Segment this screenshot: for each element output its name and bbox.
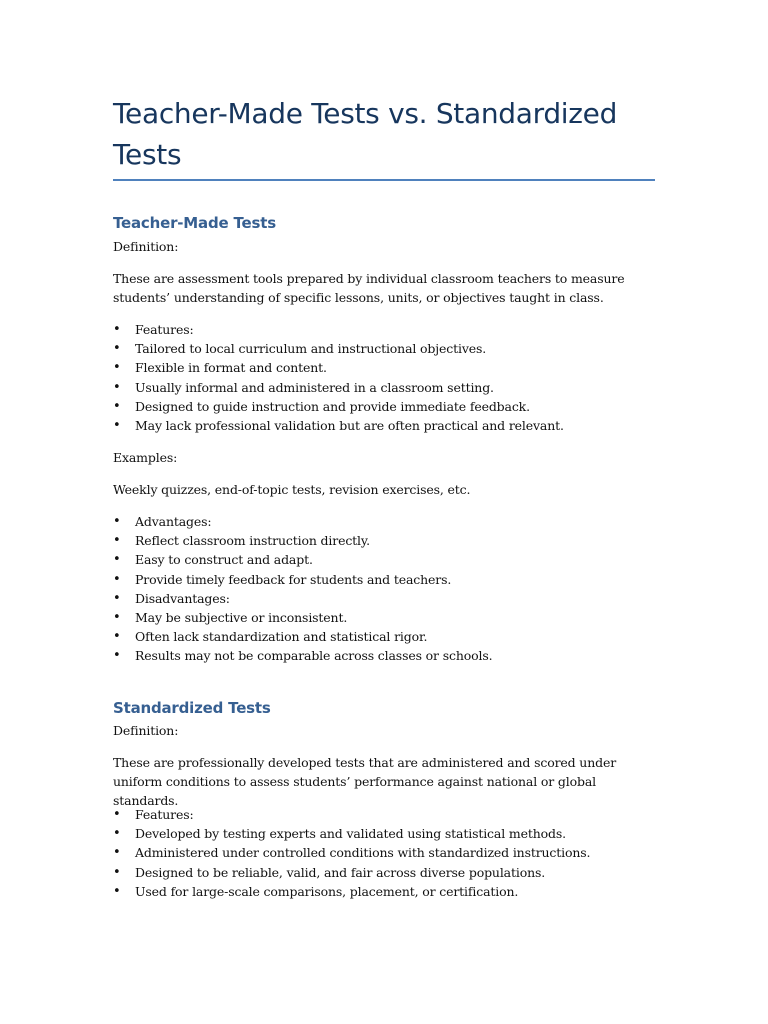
bullet-icon: • [113,514,121,529]
list-item: • Results may not be comparable across classes or schools. [113,646,658,665]
section-heading-teacher-made: Teacher-Made Tests [113,214,276,232]
bullet-icon: • [113,341,121,357]
list-item: • Used for large-scale comparisons, placement, or certification. [113,882,658,901]
bullet-icon: • [113,845,121,861]
teacher-made-examples-text: Weekly quizzes, end-of-topic tests, revision exercises, etc. [113,482,471,497]
bullet-icon: • [113,379,121,395]
standardized-definition-label: Definition: [113,723,179,738]
list-item: • Usually informal and administered in a classroom setting. [113,378,658,397]
section-heading-standardized: Standardized Tests [113,699,271,717]
list-item: • Easy to construct and adapt. [113,550,658,569]
bullet-icon: • [113,883,121,899]
list-item: • May lack professional validation but are often practical and relevant. [113,416,658,435]
list-item: • Provide timely feedback for students and teachers. [113,570,658,589]
bullet-icon: • [113,807,121,822]
list-item: • Disadvantages: [113,589,658,608]
teacher-made-features-list [113,320,658,435]
bullet-icon: • [113,417,121,433]
bullet-icon: • [113,360,121,376]
bullet-icon: • [113,590,121,606]
bullet-icon: • [113,322,121,337]
list-item: • Flexible in format and content. [113,358,658,377]
title-underline [113,179,655,181]
bullet-icon: • [113,864,121,880]
list-item: • Features: [113,805,658,824]
standardized-definition-text: These are professionally developed tests that are administered and scored under uniform conditions to assess students’ performance against national or global standards. [113,755,617,808]
list-item: • Often lack standardization and statistical rigor. [113,627,658,646]
list-item: • May be subjective or inconsistent. [113,608,658,627]
bullet-icon: • [113,648,121,664]
list-item: • Advantages: [113,512,658,531]
teacher-made-definition-text: These are assessment tools prepared by individual classroom teachers to measure students’ understanding of specific lessons, units, or objectives taught in class. [113,271,625,305]
list-item: • Designed to guide instruction and provide immediate feedback. [113,397,658,416]
standardized-features-list [113,805,658,901]
list-item: • Designed to be reliable, valid, and fair across diverse populations. [113,863,658,882]
bullet-icon: • [113,398,121,414]
bullet-icon: • [113,609,121,625]
bullet-icon: • [113,826,121,842]
document-title: Teacher-Made Tests vs. Standardized Tests [113,97,618,171]
list-item: • Administered under controlled conditions with standardized instructions. [113,843,658,862]
bullet-icon: • [113,552,121,568]
list-item: • Developed by testing experts and validated using statistical methods. [113,824,658,843]
bullet-icon: • [113,533,121,549]
list-item: • Reflect classroom instruction directly. [113,531,658,550]
teacher-made-definition-label: Definition: [113,239,179,254]
list-item: • Tailored to local curriculum and instructional objectives. [113,339,658,358]
teacher-made-pros-cons-list [113,512,658,666]
bullet-icon: • [113,629,121,645]
teacher-made-examples-label: Examples: [113,450,178,465]
list-item: • Features: [113,320,658,339]
bullet-icon: • [113,571,121,587]
